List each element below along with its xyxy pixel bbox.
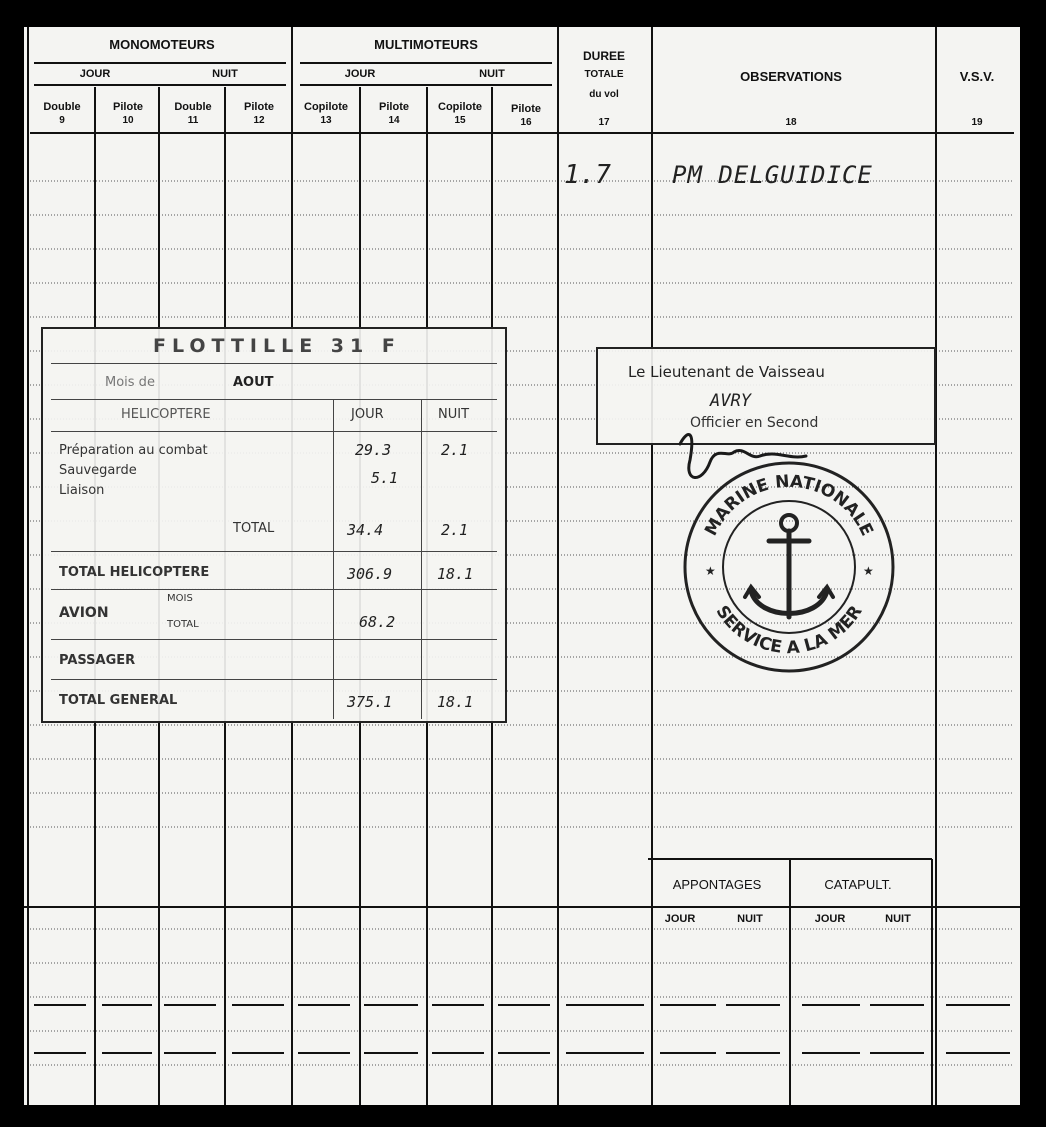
multi-jour-heading: JOUR	[344, 68, 376, 80]
preparation-label: Préparation au combat	[59, 443, 208, 458]
officer-name: AVRY	[710, 391, 751, 411]
sauv-jour-value: 5.1	[371, 469, 399, 487]
col-18-number: 18	[785, 117, 797, 128]
observation-entry: PM DELGUIDICE	[672, 161, 873, 189]
catapult-heading: CATAPULT.	[824, 877, 892, 892]
duree-heading-1: DUREE	[582, 49, 626, 63]
stamp-rule	[51, 399, 497, 400]
col-15-label: Copilote	[438, 101, 482, 113]
officer-role: Officier en Second	[690, 415, 819, 431]
avion-total-jour-value: 68.2	[359, 613, 396, 631]
avion-mois-label: MOIS	[167, 593, 193, 604]
appontages-jour: JOUR	[664, 913, 696, 925]
heli-jour-value: 306.9	[347, 565, 393, 583]
logbook-page	[24, 27, 1020, 1105]
multi-nuit-heading: NUIT	[479, 68, 505, 80]
col-11-label: Double	[174, 101, 212, 113]
mono-nuit-heading: NUIT	[212, 68, 238, 80]
observations-heading: OBSERVATIONS	[740, 69, 842, 84]
col-9-label: Double	[43, 101, 81, 113]
monomoteurs-heading: MONOMOTEURS	[109, 37, 215, 52]
mois-value: AOUT	[233, 375, 274, 390]
stamp-col-rule	[333, 399, 334, 719]
stamp-rule	[51, 431, 497, 432]
stamp-nuit-heading: NUIT	[438, 407, 470, 422]
stamp-rule	[51, 551, 497, 552]
vsv-heading: V.S.V.	[959, 69, 995, 84]
col-17-number: 17	[598, 117, 610, 128]
col-12-label: Pilote	[244, 101, 274, 113]
avion-label: AVION	[59, 605, 109, 621]
liaison-label: Liaison	[59, 483, 105, 498]
col-13-label: Copilote	[304, 101, 348, 113]
stamp-rule	[51, 639, 497, 640]
col-10-number: 10	[122, 115, 134, 126]
duree-heading-2: TOTALE	[584, 69, 624, 80]
prep-jour-value: 29.3	[355, 441, 392, 459]
officer-title: Le Lieutenant de Vaisseau	[628, 363, 825, 381]
flotille-title: FLOTTILLE 31 F	[153, 335, 401, 357]
appontages-nuit: NUIT	[737, 913, 763, 925]
appontages-heading: APPONTAGES	[672, 877, 762, 892]
passager-label: PASSAGER	[59, 653, 136, 668]
col-15-number: 15	[454, 115, 466, 126]
stamp-col-rule	[421, 399, 422, 719]
catapult-jour: JOUR	[814, 913, 846, 925]
sauvegarde-label: Sauvegarde	[59, 463, 137, 478]
total-general-label: TOTAL GENERAL	[59, 693, 178, 708]
general-nuit-value: 18.1	[437, 693, 474, 711]
col-12-number: 12	[253, 115, 265, 126]
col-13-number: 13	[320, 115, 332, 126]
col-11-number: 11	[187, 115, 199, 126]
duree-heading-3: du vol	[589, 89, 619, 100]
col-10-label: Pilote	[113, 101, 143, 113]
seal-top-text: MARINE NATIONALE	[701, 471, 877, 540]
helicoptere-heading: HELICOPTERE	[121, 407, 211, 422]
flotille-stamp	[41, 327, 507, 723]
total-nuit-value: 2.1	[441, 521, 469, 539]
col-19-number: 19	[971, 117, 983, 128]
total-jour-value: 34.4	[347, 521, 384, 539]
stamp-rule	[51, 589, 497, 590]
mois-label: Mois de	[105, 375, 155, 390]
seal-bottom-text: SERVICE A LA MER	[711, 602, 867, 659]
col-16-number: 16	[520, 117, 532, 128]
stamp-rule	[51, 363, 497, 364]
seal-star-icon: ★	[863, 564, 874, 578]
avion-total-label: TOTAL	[167, 619, 199, 630]
col-14-label: Pilote	[379, 101, 409, 113]
col-9-number: 9	[59, 115, 65, 126]
stamp-jour-heading: JOUR	[351, 407, 384, 422]
marine-seal	[679, 457, 899, 677]
duree-entry: 1.7	[564, 160, 611, 190]
total-label: TOTAL	[233, 521, 275, 536]
mono-jour-heading: JOUR	[79, 68, 111, 80]
catapult-nuit: NUIT	[885, 913, 911, 925]
col-14-number: 14	[388, 115, 400, 126]
heli-nuit-value: 18.1	[437, 565, 474, 583]
anchor-icon	[745, 515, 833, 617]
multimoteurs-heading: MULTIMOTEURS	[374, 37, 478, 52]
footer-dashes	[34, 1005, 1010, 1053]
seal-star-icon: ★	[705, 564, 716, 578]
total-helicoptere-label: TOTAL HELICOPTERE	[59, 565, 210, 580]
stamp-rule	[51, 679, 497, 680]
general-jour-value: 375.1	[347, 693, 393, 711]
prep-nuit-value: 2.1	[441, 441, 469, 459]
col-16-label: Pilote	[511, 103, 541, 115]
